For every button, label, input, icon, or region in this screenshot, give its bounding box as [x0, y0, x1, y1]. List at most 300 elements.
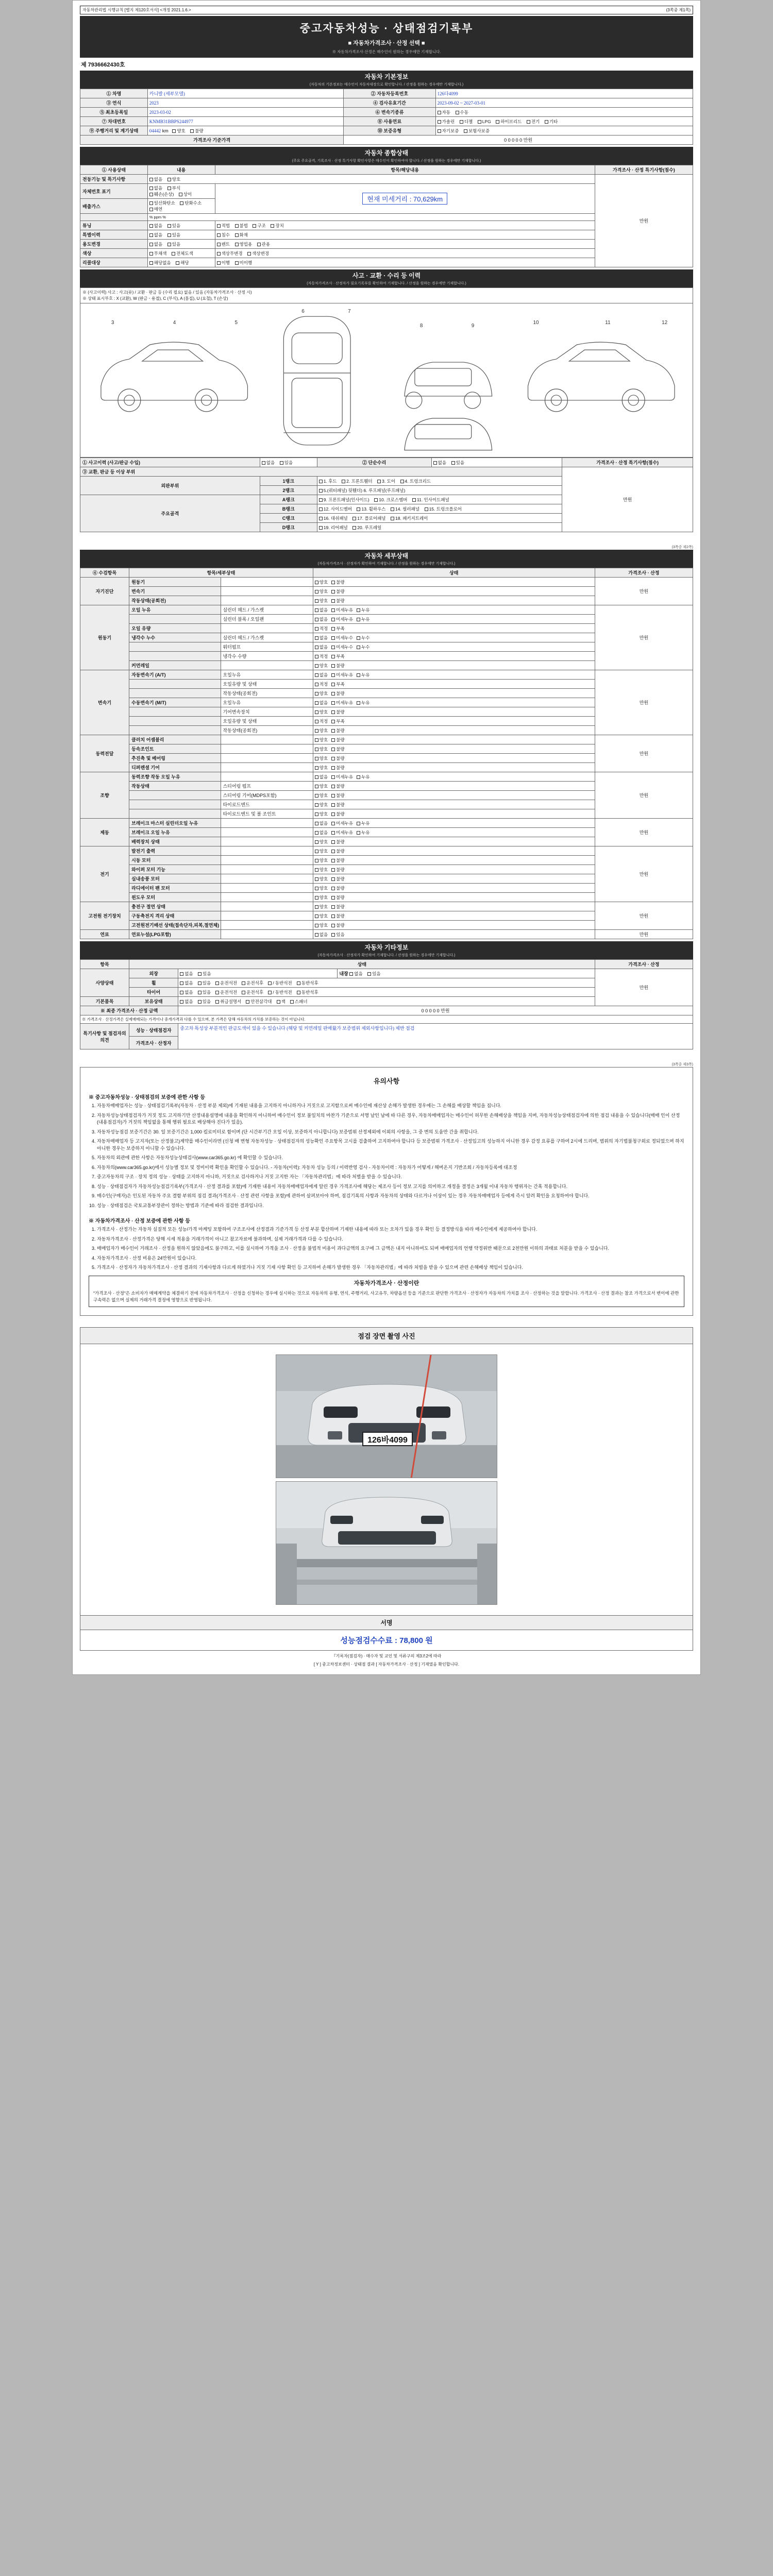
detail-state-option[interactable]: 미세누유 [331, 607, 353, 613]
table-row [80, 578, 693, 587]
etc-opt[interactable]: 있음 [367, 971, 380, 977]
overall-opt[interactable]: 상이 [179, 191, 192, 197]
detail-state-option[interactable]: 불량 [331, 663, 344, 669]
detail-state-option[interactable]: 부족 [331, 681, 344, 687]
overall-opt[interactable]: 없음 [149, 185, 162, 191]
detail-state-option[interactable]: 양호 [315, 709, 328, 715]
photo-section-title: 점검 장면 촬영 사진 [80, 1327, 693, 1344]
detail-item-states [313, 837, 595, 846]
detail-state-option[interactable]: 양호 [315, 839, 328, 845]
detail-state-option[interactable]: 적정 [315, 625, 328, 632]
photo-front-svg [276, 1355, 497, 1478]
detail-group-변속기: 변속기 [80, 670, 129, 735]
detail-item-states [313, 930, 595, 939]
detail-state-option[interactable]: 미세누유 [331, 820, 353, 826]
part-item[interactable]: 3. 도어 [377, 478, 395, 484]
detail-item-states [313, 642, 595, 652]
parts-group-exterior: 외판부위 [80, 477, 260, 495]
detail-state-option[interactable]: 불량 [331, 857, 344, 863]
detail-state-option[interactable]: 양호 [315, 690, 328, 697]
detail-item-sub [221, 754, 313, 763]
accident-history-none[interactable]: 없음 [262, 460, 275, 466]
detail-state-option[interactable]: 양호 [315, 755, 328, 761]
section-etc-title: 자동차 기타정보 [80, 941, 693, 953]
form-note-right: (3쪽중 제1쪽) [666, 8, 691, 12]
detail-state-option[interactable]: 미세누유 [331, 700, 353, 706]
odometer-state-good[interactable]: 양호 [172, 128, 185, 134]
fuel-option-lpg[interactable]: LPG [478, 119, 491, 124]
detail-item-label: 오일 누유 [129, 605, 221, 615]
fuel-option-hybrid[interactable]: 하이브리드 [496, 118, 522, 125]
basic-value-warranty [435, 126, 693, 135]
detail-state-option[interactable]: 불량 [331, 802, 344, 808]
detail-group-동력전달: 동력전달 [80, 735, 129, 772]
detail-state-option[interactable]: 양호 [315, 885, 328, 891]
detail-item-label [129, 689, 221, 698]
detail-state-option[interactable]: 적정 [315, 653, 328, 659]
detail-state-option[interactable]: 불량 [331, 839, 344, 845]
etc-opt[interactable]: 없음 [180, 989, 193, 995]
sheet-4 [80, 1327, 693, 1667]
detail-item-sub [221, 884, 313, 893]
fuel-option-etc[interactable]: 기타 [545, 118, 558, 125]
special-note-label: 특기사항 및 점검자의 의견 [80, 1024, 129, 1049]
detail-item-states [313, 587, 595, 596]
detail-item-states [313, 763, 595, 772]
part-item[interactable]: 5.(쿼터패널) 뒷휀더) 6. 루프패널(루프패널) [319, 487, 406, 494]
detail-item-label: 디퍼렌셜 기어 [129, 763, 221, 772]
usechange-rent[interactable]: 렌트 [217, 241, 230, 247]
odometer-note: 현재 미세거리 : 70,629km [362, 193, 447, 205]
guide-item: 4. 자동차매매업자 등 고지자(또는 산정불고)계약를 매수인이라면 (신청 배 변형 자동차성능 · 상태점검자의 성능확인 주요항목 고시를 검출하여 고지하여야 합니다 등 보증범위 가격조사 · 산정입고의 성능하지 아니한 경우 감정 요류를 구하여 2시에 드리며, 범위의 자기법불청구외로 정되었으며 하지 아니한 경우는 보증하지 아니할 수 있습니다. [97, 1138, 684, 1152]
detail-state-option[interactable]: 있음 [331, 931, 344, 938]
detail-item-label: 오일 유량 [129, 624, 221, 633]
detail-state-option[interactable]: 양호 [315, 857, 328, 863]
overall-row-opts-1 [147, 184, 215, 199]
overall-opt[interactable]: 부식 [167, 185, 180, 191]
detail-state-option[interactable]: 양호 [315, 922, 328, 928]
tuning-structure[interactable]: 구조 [253, 223, 265, 229]
detail-state-option[interactable]: 불량 [331, 579, 344, 585]
basic-label-vin: ⑦ 차대번호 [80, 117, 148, 126]
usechange-business[interactable]: 영업용 [235, 241, 253, 247]
detail-state-option[interactable]: 양호 [315, 783, 328, 789]
final-price-label: ※ 최종 가격조사 · 산정 금액 [80, 1006, 178, 1015]
color-original[interactable]: 무채색 [149, 250, 167, 257]
detail-item-sub: 오일유량 및 상태 [221, 717, 313, 726]
detail-item-sub [221, 596, 313, 605]
detail-state-option[interactable]: 불량 [331, 848, 344, 854]
etc-sub-tire: 타이어 [129, 988, 178, 997]
wheel-pos[interactable]: / 동반석전 [268, 980, 292, 986]
special-note-role: 성능 · 상태점검자 [129, 1024, 178, 1037]
usechange-none[interactable]: 없음 [149, 241, 162, 247]
detail-state-option[interactable]: 양호 [315, 588, 328, 595]
detail-item-states [313, 828, 595, 837]
part-item[interactable]: 13. 휠하우스 [357, 506, 385, 512]
detail-state-option[interactable]: 불량 [331, 755, 344, 761]
fuel-option-diesel[interactable]: 디젤 [460, 118, 473, 125]
recall-yes[interactable]: 해당 [176, 260, 189, 266]
detail-state-option[interactable]: 불량 [331, 588, 344, 595]
part-item[interactable]: 4. 트렁크리드 [400, 478, 431, 484]
detail-state-option[interactable]: 미세누유 [331, 774, 353, 780]
detail-item-label [129, 791, 221, 800]
detail-state-option[interactable]: 양호 [315, 579, 328, 585]
part-item[interactable]: 12. 사이드멤버 [319, 506, 352, 512]
detail-state-option[interactable]: 불량 [331, 885, 344, 891]
detail-state-option[interactable]: 미세누수 [331, 644, 353, 650]
detail-state-option[interactable]: 불량 [331, 904, 344, 910]
detail-item-sub [221, 921, 313, 930]
etc-opt[interactable]: 없음 [180, 998, 193, 1005]
detail-state-option[interactable]: 양호 [315, 913, 328, 919]
detail-state-option[interactable]: 부족 [331, 653, 344, 659]
page-subtitle: ■ 자동차가격조사 · 산정 선택 ■ [80, 39, 693, 49]
manual-item[interactable]: 안전삼각대 [246, 998, 272, 1005]
part-item[interactable]: 20. 루프레일 [352, 524, 381, 531]
svg-text:126바4099: 126바4099 [367, 1435, 408, 1445]
detail-state-option[interactable]: 없음 [315, 672, 328, 678]
accident-history-opts [260, 458, 317, 467]
detail-state-option[interactable]: 없음 [315, 700, 328, 706]
detail-state-option[interactable]: 양호 [315, 663, 328, 669]
etc-opt[interactable]: 있음 [198, 998, 211, 1005]
accident-check-table [80, 457, 693, 532]
detail-state-option[interactable]: 없음 [315, 616, 328, 622]
history-flood[interactable]: 침수 [217, 232, 230, 238]
guide-head-1: ※ 중고자동차성능 · 상태점검의 보증에 관한 사항 등 [89, 1095, 205, 1101]
detail-state-option[interactable]: 양호 [315, 727, 328, 734]
detail-item-states [313, 893, 595, 902]
etc-opt[interactable]: 있음 [198, 980, 211, 986]
accident-score-value: 만원 [562, 467, 693, 532]
parts-rank: A랭크 [260, 495, 317, 504]
warranty-self[interactable]: 자기보증 [438, 128, 459, 134]
detail-state-option[interactable]: 적정 [315, 718, 328, 724]
etc-group-basic: 기본품목 [80, 997, 129, 1006]
detail-state-option[interactable]: 양호 [315, 904, 328, 910]
recall-notdone[interactable]: 미이행 [235, 260, 253, 266]
detail-state-option[interactable]: 양호 [315, 811, 328, 817]
tuning-illegal[interactable]: 불법 [235, 223, 248, 229]
etc-opt[interactable]: 없음 [180, 980, 193, 986]
guide-head-2: ※ 자동차가격조사 · 산정 보증에 관한 사항 등 [89, 1218, 190, 1225]
detail-item-label: 등속조인트 [129, 744, 221, 754]
photo-underbody [276, 1481, 497, 1605]
detail-item-label [129, 809, 221, 819]
detail-item-states [313, 698, 595, 707]
guide-item: 4. 자동차가격조사 · 산정 비용은 24만원이 있습니다. [97, 1255, 684, 1262]
detail-item-sub [221, 587, 313, 596]
detail-item-sub [221, 735, 313, 744]
detail-item-states [313, 744, 595, 754]
part-item[interactable]: 14. 필러패널 [391, 506, 419, 512]
accident-history-yes[interactable]: 있음 [280, 460, 293, 466]
etc-interior: 내장 없음 있음 [338, 969, 595, 978]
recall-subopts [215, 258, 595, 267]
color-changed[interactable]: 색상변경 [247, 250, 269, 257]
detail-state-option[interactable]: 불량 [331, 811, 344, 817]
simple-repair-yes[interactable]: 있음 [451, 460, 464, 466]
odometer-state-bad[interactable]: 불량 [190, 128, 203, 134]
detail-item-sub [221, 763, 313, 772]
detail-state-option[interactable]: 불량 [331, 709, 344, 715]
part-item[interactable]: 18. 패키지트레이 [391, 515, 428, 521]
overall-opt[interactable]: 훼손(손상) [149, 191, 174, 197]
transmission-option-auto[interactable]: 자동 [438, 109, 450, 115]
detail-state-option[interactable]: 누유 [357, 616, 369, 622]
detail-item-states [313, 884, 595, 893]
detail-item-sub [221, 930, 313, 939]
detail-item-sub [221, 661, 313, 670]
photo-underbody-svg [276, 1482, 497, 1605]
sheet-3 [80, 1061, 693, 1316]
odometer-value: 04442 [149, 128, 161, 133]
table-row [80, 89, 693, 98]
detail-state-option[interactable]: 불량 [331, 913, 344, 919]
svg-text:11: 11 [605, 320, 611, 326]
part-item[interactable]: 19. 리어패널 [319, 524, 348, 531]
detail-state-option[interactable]: 양호 [315, 848, 328, 854]
detail-state-option[interactable]: 불량 [331, 894, 344, 901]
history-subopts [215, 230, 595, 240]
detail-state-option[interactable]: 없음 [315, 829, 328, 836]
detail-state-option[interactable]: 누유 [357, 672, 369, 678]
table-row [80, 735, 693, 744]
etc-table [80, 959, 693, 1049]
etc-exterior-opts [178, 969, 338, 978]
detail-state-option[interactable]: 적정 [315, 681, 328, 687]
detail-state-option[interactable]: 누유 [357, 774, 369, 780]
detail-item-states [313, 624, 595, 633]
detail-state-option[interactable]: 불량 [331, 690, 344, 697]
basic-label-warranty: ⑩ 보증유형 [344, 126, 435, 135]
detail-state-option[interactable]: 불량 [331, 598, 344, 604]
tuning-none[interactable]: 없음 [149, 223, 162, 229]
photo-section [80, 1344, 693, 1616]
etc-sub-exterior: 외장 [129, 969, 178, 978]
guide-item: 1. 가격조사 · 산정가는 자동차 실질적 모든 성능/가격 마케팅 포함하여 구조조사에 산정결과 기준가격 등 산정 부분 합산하며 기재한 내용에 따라 또는 오차가 있을 경우 확인 등 결정방식을 따라 매수인에게 제공하여야 합니다. [97, 1226, 684, 1233]
usechange-yes[interactable]: 있음 [167, 241, 180, 247]
detail-item-sub: 실린더 블록 / 오일팬 [221, 615, 313, 624]
detail-item-states [313, 661, 595, 670]
simple-repair-none[interactable]: 없음 [433, 460, 446, 466]
overall-col-3: 가격조사 · 산정 특기사항(점수) [595, 165, 693, 175]
detail-state-option[interactable]: 양호 [315, 598, 328, 604]
svg-text:3: 3 [111, 320, 114, 326]
form-note-left: 자동차관리법 시행규칙 [별지 제120호서식] <개정 2021.1.6.> [82, 8, 191, 12]
svg-text:12: 12 [662, 320, 668, 326]
detail-col-0: ④ 수검항목 [80, 568, 129, 578]
history-yes[interactable]: 있음 [167, 232, 180, 238]
basic-label-plate: ② 자동차등록번호 [344, 89, 435, 98]
detail-state-option[interactable]: 양호 [315, 867, 328, 873]
emission-smoke[interactable]: 매연 [149, 206, 162, 212]
tire-pos[interactable]: 운전석전 [215, 989, 237, 995]
detail-state-option[interactable]: 누유 [357, 829, 369, 836]
detail-state-option[interactable]: 양호 [315, 802, 328, 808]
guide-item: 7. 중고자동차의 구조 · 장치 정의 성능 · 상태를 고지하지 아니하, 거짓으로 검사하거나 거짓 고지한 자는 「자동차관리법」에 따라 처벌을 받을 수 있습니다. [97, 1174, 684, 1181]
detail-state-option[interactable]: 없음 [315, 820, 328, 826]
detail-state-option[interactable]: 양호 [315, 792, 328, 799]
guide-item: 2. 자동차가격조사 · 산정가격은 당해 시세 적용을 거래가격이 아니고 참고자료에 불과하며, 실제 거래가격과 다를 수 있습니다. [97, 1236, 684, 1243]
detail-item-states [313, 772, 595, 782]
table-row [80, 605, 693, 615]
detail-item-label: 작동상태 [129, 782, 221, 791]
detail-state-option[interactable]: 불량 [331, 922, 344, 928]
detail-item-label: 작동상태(공회전) [129, 596, 221, 605]
detail-state-option[interactable]: 양호 [315, 737, 328, 743]
color-opts [147, 249, 215, 258]
overall-row-opts-2 [147, 199, 215, 214]
parts-items [317, 523, 562, 532]
wheel-pos[interactable]: 운전석후 [242, 980, 263, 986]
detail-state-option[interactable]: 미세누유 [331, 672, 353, 678]
history-none[interactable]: 없음 [149, 232, 162, 238]
detail-state-option[interactable]: 미세누유 [331, 616, 353, 622]
detail-state-option[interactable]: 누유 [357, 820, 369, 826]
detail-item-states [313, 707, 595, 717]
detail-state-option[interactable]: 없음 [315, 607, 328, 613]
detail-state-option[interactable]: 누유 [357, 700, 369, 706]
color-unchanged[interactable]: 색상무변경 [217, 250, 243, 257]
detail-group-score: 만원 [595, 605, 693, 670]
etc-opt[interactable]: 없음 [180, 971, 193, 977]
parts-rank: B랭크 [260, 504, 317, 514]
recall-none[interactable]: 해당없음 [149, 260, 171, 266]
table-row [80, 458, 693, 467]
detail-state-option[interactable]: 미세누유 [331, 829, 353, 836]
detail-state-option[interactable]: 불량 [331, 765, 344, 771]
part-item[interactable]: 9. 프론트패널(인사이드) [319, 497, 369, 503]
detail-item-states [313, 717, 595, 726]
detail-state-option[interactable]: 부족 [331, 625, 344, 632]
detail-col-2: 상태 [313, 568, 595, 578]
svg-text:8: 8 [419, 323, 423, 329]
part-item[interactable]: 10. 크로스멤버 [374, 497, 407, 503]
sheet-2 [80, 544, 693, 1049]
detail-state-option[interactable]: 양호 [315, 746, 328, 752]
transmission-option-manual[interactable]: 수동 [456, 109, 468, 115]
tuning-legal[interactable]: 적법 [217, 223, 230, 229]
detail-item-states [313, 782, 595, 791]
emission-co[interactable]: 일산화탄소 [149, 200, 175, 206]
tire-pos[interactable]: 동반석후 [297, 989, 318, 995]
detail-group-score: 만원 [595, 846, 693, 902]
section-detail-title: 자동차 세부상태 [80, 550, 693, 561]
tuning-yes[interactable]: 있음 [167, 223, 180, 229]
overall-opt[interactable]: 없음 [149, 176, 162, 182]
detail-item-states [313, 633, 595, 642]
table-row [80, 1024, 693, 1037]
detail-state-option[interactable]: 누수 [357, 644, 369, 650]
part-item[interactable]: 11. 인사이드패널 [412, 497, 449, 503]
overall-col-2: 항목/해당내용 [215, 165, 595, 175]
etc-col-2: 가격조사 · 산정 [595, 960, 693, 969]
page-mark-2: (3쪽중 제2쪽) [671, 546, 693, 550]
part-item[interactable]: 2. 프론트휀더 [342, 478, 373, 484]
detail-state-option[interactable]: 누유 [357, 607, 369, 613]
overall-row-label-5: 용도변경 [80, 240, 148, 249]
basic-value-vin: KNMB31BBPS244977 [147, 117, 343, 126]
manual-item[interactable]: 스패너 [290, 998, 308, 1005]
tuning-device[interactable]: 장치 [271, 223, 283, 229]
detail-item-label: 고전원전기배선 상태(접속단자,피복,절연체) [129, 921, 221, 930]
part-item[interactable]: 1. 후드 [319, 478, 337, 484]
usechange-gov[interactable]: 관용 [257, 241, 270, 247]
detail-state-option[interactable]: 양호 [315, 876, 328, 882]
recall-done[interactable]: 이행 [217, 260, 230, 266]
detail-group-전기: 전기 [80, 846, 129, 902]
simple-repair-opts [431, 458, 562, 467]
detail-item-label [129, 680, 221, 689]
part-item[interactable]: 15. 트렁크플로어 [425, 506, 462, 512]
overall-opt[interactable]: 양호 [167, 176, 180, 182]
warranty-insurance[interactable]: 보험사보증 [464, 128, 490, 134]
detail-state-option[interactable]: 없음 [315, 931, 328, 938]
photo-front [276, 1354, 497, 1478]
detail-state-option[interactable]: 없음 [315, 635, 328, 641]
etc-opt[interactable]: 없음 [349, 971, 362, 977]
history-fire[interactable]: 화재 [235, 232, 248, 238]
detail-state-option[interactable]: 양호 [315, 894, 328, 901]
detail-state-option[interactable]: 불량 [331, 867, 344, 873]
detail-item-label: 클러치 어셈블리 [129, 735, 221, 744]
tuning-subopts [215, 221, 595, 230]
fuel-option-electric[interactable]: 전기 [527, 118, 540, 125]
detail-state-option[interactable]: 불량 [331, 876, 344, 882]
detail-state-option[interactable]: 불량 [331, 792, 344, 799]
detail-state-option[interactable]: 없음 [315, 774, 328, 780]
basic-value-odometer [147, 126, 343, 135]
detail-state-option[interactable]: 양호 [315, 765, 328, 771]
part-item[interactable]: 17. 플로어패널 [352, 515, 385, 521]
tire-pos[interactable]: 운전석후 [242, 989, 263, 995]
detail-state-option[interactable]: 미세누수 [331, 635, 353, 641]
svg-text:4: 4 [173, 320, 176, 326]
etc-opt[interactable]: 있음 [198, 989, 211, 995]
footer-note-2: [ Y ] 중고차정보센터 · 상태점 결과 [ 자동차가격조사 · 산정 ] 기재였음 확인합니다. [313, 1662, 460, 1667]
fuel-option-gasoline[interactable]: 가솔린 [438, 118, 455, 125]
etc-tire-opts [178, 988, 595, 997]
detail-state-option[interactable]: 불량 [331, 746, 344, 752]
manual-item[interactable]: 취급설명서 [215, 998, 241, 1005]
wheel-pos[interactable]: 동반석후 [297, 980, 318, 986]
section-accident-note: (자동차가격조사 · 산정자가 필요기록부를 확인하여 기재합니다. / 산정을 원하는 경우에만 기재합니다.) [80, 281, 693, 287]
detail-item-states [313, 615, 595, 624]
svg-text:10: 10 [533, 320, 539, 326]
detail-state-option[interactable]: 부족 [331, 718, 344, 724]
wheel-pos[interactable]: 운전석전 [215, 980, 237, 986]
part-item[interactable]: 16. 대쉬패널 [319, 515, 348, 521]
detail-state-option[interactable]: 없음 [315, 644, 328, 650]
detail-group-제동: 제동 [80, 819, 129, 846]
overall-col-0: ① 사용상태 [80, 165, 148, 175]
detail-item-label: 실내송풍 모터 [129, 874, 221, 884]
manual-item[interactable]: 잭 [277, 998, 285, 1005]
detail-item-label: 윈도우 모터 [129, 893, 221, 902]
emission-hc[interactable]: 탄화수소 [180, 200, 201, 206]
detail-state-option[interactable]: 불량 [331, 783, 344, 789]
detail-state-option[interactable]: 누수 [357, 635, 369, 641]
etc-opt[interactable]: 있음 [198, 971, 211, 977]
color-full-repaint[interactable]: 전체도색 [172, 250, 193, 257]
detail-state-option[interactable]: 불량 [331, 737, 344, 743]
tire-pos[interactable]: / 동반석전 [268, 989, 292, 995]
basic-value-plate: 126다4099 [435, 89, 693, 98]
detail-state-option[interactable]: 불량 [331, 727, 344, 734]
